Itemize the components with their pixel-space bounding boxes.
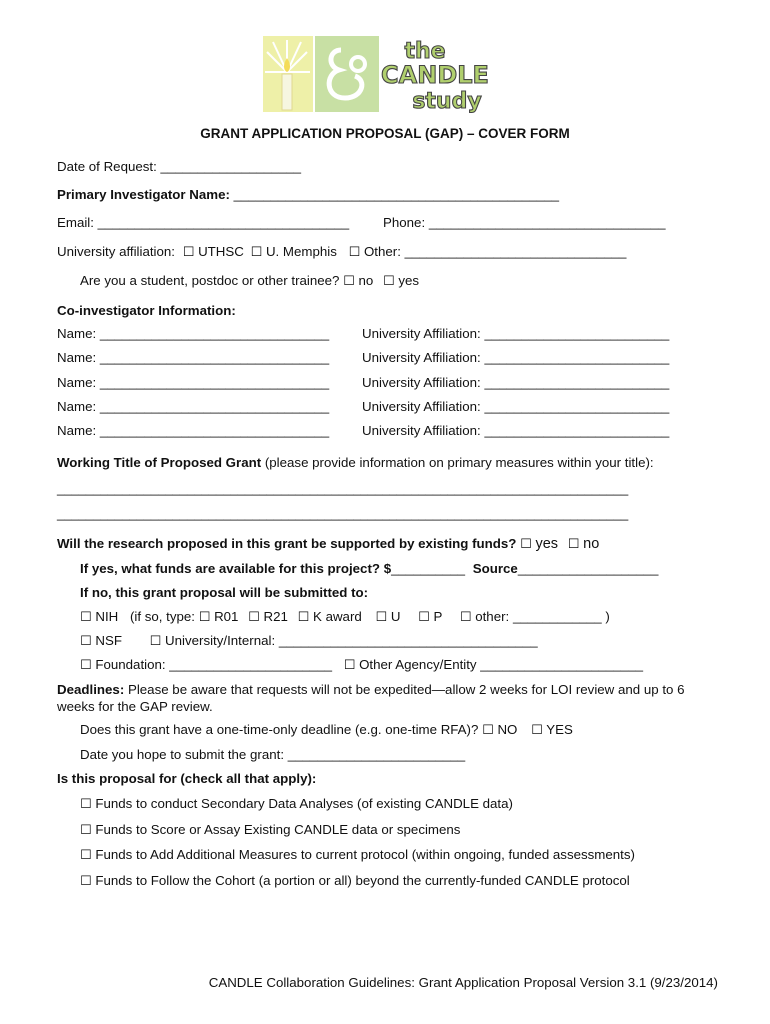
co-investigator-name-field[interactable]: _______________________________ — [99, 423, 330, 439]
co-investigator-affiliation-label: University Affiliation: — [362, 398, 481, 414]
co-investigator-name-label: Name: — [57, 398, 97, 414]
submit-date-label: Date you hope to submit the grant: — [80, 747, 285, 762]
trainee-yes-option: yes — [398, 273, 420, 288]
nih-row — [80, 609, 610, 625]
other-agency-option: Other Agency/Entity — [359, 657, 477, 672]
university-internal-checkbox[interactable]: ☐ — [149, 634, 162, 649]
u-memphis-checkbox[interactable]: ☐ — [250, 245, 263, 260]
other-affiliation-checkbox[interactable]: ☐ — [348, 245, 361, 260]
co-investigator-affiliation-field[interactable]: _________________________ — [484, 423, 670, 439]
co-investigator-affiliation-field[interactable]: _________________________ — [484, 350, 670, 366]
phone-label: Phone: — [383, 215, 426, 230]
co-investigator-row — [57, 350, 329, 365]
date-of-request-label: Date of Request: — [57, 159, 157, 174]
p-option: P — [433, 609, 443, 624]
r21-checkbox[interactable]: ☐ — [248, 610, 260, 625]
proposal-for-item — [80, 822, 460, 838]
u-option: U — [390, 609, 401, 624]
date-of-request-row — [57, 159, 301, 174]
proposal-for-item-label: Funds to Add Additional Measures to current protocol (within ongoing, funded assessments) — [95, 847, 635, 863]
candle-study-logo — [263, 36, 499, 114]
co-investigator-affiliation-label: University Affiliation: — [362, 374, 481, 390]
r01-option: R01 — [214, 609, 239, 624]
co-investigator-name-field[interactable]: _______________________________ — [99, 398, 330, 414]
other-affiliation-field[interactable]: ______________________________ — [404, 244, 627, 259]
co-investigator-affiliation-row — [362, 350, 669, 365]
if-yes-row — [80, 561, 658, 576]
k-award-checkbox[interactable]: ☐ — [297, 610, 310, 625]
trainee-no-checkbox[interactable]: ☐ — [343, 274, 355, 289]
co-investigator-name-field[interactable]: _______________________________ — [99, 350, 330, 366]
email-label: Email: — [57, 215, 94, 230]
other-type-checkbox[interactable]: ☐ — [459, 610, 472, 625]
affiliation-row — [57, 244, 626, 260]
u-memphis-option: U. Memphis — [265, 244, 337, 259]
proposal-for-item-label: Funds to Follow the Cohort (a portion or all) beyond the currently-funded CANDLE protocol — [95, 873, 630, 889]
one-time-no-option: NO — [497, 722, 518, 737]
nsf-option: NSF — [95, 633, 122, 648]
nih-checkbox[interactable]: ☐ — [80, 610, 92, 625]
working-title-row — [57, 455, 654, 470]
other-agency-checkbox[interactable]: ☐ — [343, 658, 356, 673]
nsf-checkbox[interactable]: ☐ — [80, 634, 92, 649]
co-investigator-name-label: Name: — [57, 423, 97, 439]
co-investigator-affiliation-row — [362, 375, 669, 390]
form-title: GRANT APPLICATION PROPOSAL (GAP) – COVER FORM — [200, 126, 570, 141]
co-investigator-name-field[interactable]: _______________________________ — [99, 374, 330, 390]
one-time-yes-option: YES — [546, 722, 573, 737]
footer-version: CANDLE Collaboration Guidelines: Grant Application Proposal Version 3.1 (9/23/2014) — [208, 975, 718, 990]
working-title-line-2[interactable]: _______________________________________________________________________________ — [57, 506, 629, 521]
other-affiliation-option: Other: — [363, 244, 401, 259]
affiliation-label: University affiliation: — [57, 244, 175, 259]
one-time-no-checkbox[interactable]: ☐ — [482, 723, 494, 738]
source-label: Source — [472, 561, 518, 576]
phone-row — [383, 215, 666, 230]
co-investigator-name-label: Name: — [57, 350, 97, 366]
co-investigator-row — [57, 399, 329, 414]
proposal-for-checkbox[interactable]: ☐ — [80, 822, 92, 838]
one-time-deadline-row — [80, 722, 573, 738]
proposal-for-checkbox[interactable]: ☐ — [80, 797, 92, 812]
if-so-type-label: (if so, type: — [129, 609, 195, 624]
r01-checkbox[interactable]: ☐ — [198, 610, 211, 625]
proposal-for-item-label: Funds to Score or Assay Existing CANDLE data or specimens — [95, 821, 461, 837]
logo-graphic — [263, 36, 499, 114]
existing-funds-question: Will the research proposed in this grant be supported by existing funds? — [57, 536, 517, 551]
source-field[interactable]: ___________________ — [517, 561, 659, 576]
co-investigator-heading: Co-investigator Information: — [57, 303, 236, 318]
nsf-row — [80, 633, 538, 649]
existing-funds-yes-option: yes — [535, 536, 559, 552]
co-investigator-affiliation-field[interactable]: _________________________ — [484, 326, 670, 341]
foundation-field[interactable]: ______________________ — [169, 657, 332, 672]
co-investigator-row — [57, 326, 329, 341]
other-type-field[interactable]: ____________ ) — [512, 609, 610, 624]
foundation-option: Foundation: — [95, 657, 166, 672]
r21-option: R21 — [263, 609, 288, 624]
logo-word-candle: CANDLE — [381, 61, 489, 89]
trainee-no-option: no — [358, 273, 374, 288]
primary-investigator-field[interactable]: ____________________________________________ — [233, 187, 560, 202]
proposal-for-checkbox[interactable]: ☐ — [80, 848, 92, 864]
logo-word-the: the — [404, 39, 446, 64]
working-title-note: (please provide information on primary measures within your title): — [264, 455, 654, 470]
submit-date-row — [80, 747, 465, 762]
university-internal-option: University/Internal: — [165, 633, 276, 648]
deadlines-paragraph — [57, 681, 712, 715]
trainee-yes-checkbox[interactable]: ☐ — [383, 274, 395, 289]
phone-field[interactable]: ________________________________ — [428, 215, 666, 230]
p-checkbox[interactable]: ☐ — [418, 610, 430, 625]
proposal-for-item-label: Funds to conduct Secondary Data Analyses (of existing CANDLE data) — [95, 796, 513, 811]
co-investigator-affiliation-label: University Affiliation: — [362, 350, 481, 366]
email-field[interactable]: __________________________________ — [97, 215, 350, 230]
proposal-for-item — [80, 847, 635, 863]
co-investigator-affiliation-row — [362, 423, 669, 438]
proposal-for-item — [80, 796, 513, 812]
foundation-row — [80, 657, 643, 673]
other-type-option: other: — [475, 609, 510, 624]
email-row — [57, 215, 349, 230]
co-investigator-name-label: Name: — [57, 374, 97, 390]
primary-investigator-label: Primary Investigator Name: — [57, 187, 230, 202]
co-investigator-affiliation-field[interactable]: _________________________ — [484, 398, 670, 414]
foundation-checkbox[interactable]: ☐ — [80, 658, 92, 673]
proposal-for-checkbox[interactable]: ☐ — [80, 874, 92, 890]
co-investigator-affiliation-row — [362, 399, 669, 414]
nih-option: NIH — [95, 609, 119, 624]
deadlines-label: Deadlines: — [57, 682, 125, 697]
co-investigator-row — [57, 375, 329, 390]
co-investigator-name-field[interactable]: _______________________________ — [99, 326, 330, 341]
co-investigator-row — [57, 423, 329, 438]
existing-funds-row — [57, 536, 599, 552]
submit-date-field[interactable]: ________________________ — [287, 747, 466, 762]
logo-mother-child-panel — [315, 36, 379, 112]
trainee-question: Are you a student, postdoc or other trainee? — [80, 273, 340, 288]
working-title-label: Working Title of Proposed Grant — [57, 455, 262, 470]
university-internal-field[interactable]: ___________________________________ — [278, 633, 538, 648]
existing-funds-no-checkbox[interactable]: ☐ — [567, 537, 580, 552]
working-title-line-1[interactable]: _______________________________________________________________________________ — [57, 481, 629, 496]
deadlines-text: Please be aware that requests will not be expedited—allow 2 weeks for LOI review and up to 6 weeks for the GAP review. — [57, 682, 685, 714]
primary-investigator-row — [57, 187, 559, 202]
uthsc-option: UTHSC — [198, 244, 244, 259]
if-no-label: If no, this grant proposal will be submitted to: — [80, 585, 369, 600]
proposal-for-heading: Is this proposal for (check all that apply): — [57, 771, 317, 786]
k-award-option: K award — [313, 609, 362, 624]
date-of-request-field[interactable]: ___________________ — [160, 159, 302, 174]
co-investigator-name-label: Name: — [57, 326, 97, 341]
proposal-for-item — [80, 873, 630, 889]
trainee-row — [80, 273, 419, 289]
other-agency-field[interactable]: ______________________ — [480, 657, 643, 672]
co-investigator-affiliation-row — [362, 326, 669, 341]
if-yes-label: If yes, what funds are available for this project? $ — [80, 561, 392, 576]
existing-funds-yes-checkbox[interactable]: ☐ — [520, 537, 532, 552]
uthsc-checkbox[interactable]: ☐ — [182, 245, 195, 260]
one-time-deadline-question: Does this grant have a one-time-only deadline (e.g. one-time RFA)? — [80, 722, 479, 737]
u-checkbox[interactable]: ☐ — [375, 610, 388, 625]
funds-amount-field[interactable]: __________ — [391, 561, 466, 576]
logo-candle — [282, 74, 292, 110]
logo-word-study: study — [412, 89, 482, 114]
one-time-yes-checkbox[interactable]: ☐ — [531, 723, 543, 738]
co-investigator-affiliation-label: University Affiliation: — [362, 326, 481, 341]
co-investigator-affiliation-field[interactable]: _________________________ — [484, 374, 670, 390]
co-investigator-affiliation-label: University Affiliation: — [362, 423, 481, 439]
existing-funds-no-option: no — [583, 536, 600, 552]
